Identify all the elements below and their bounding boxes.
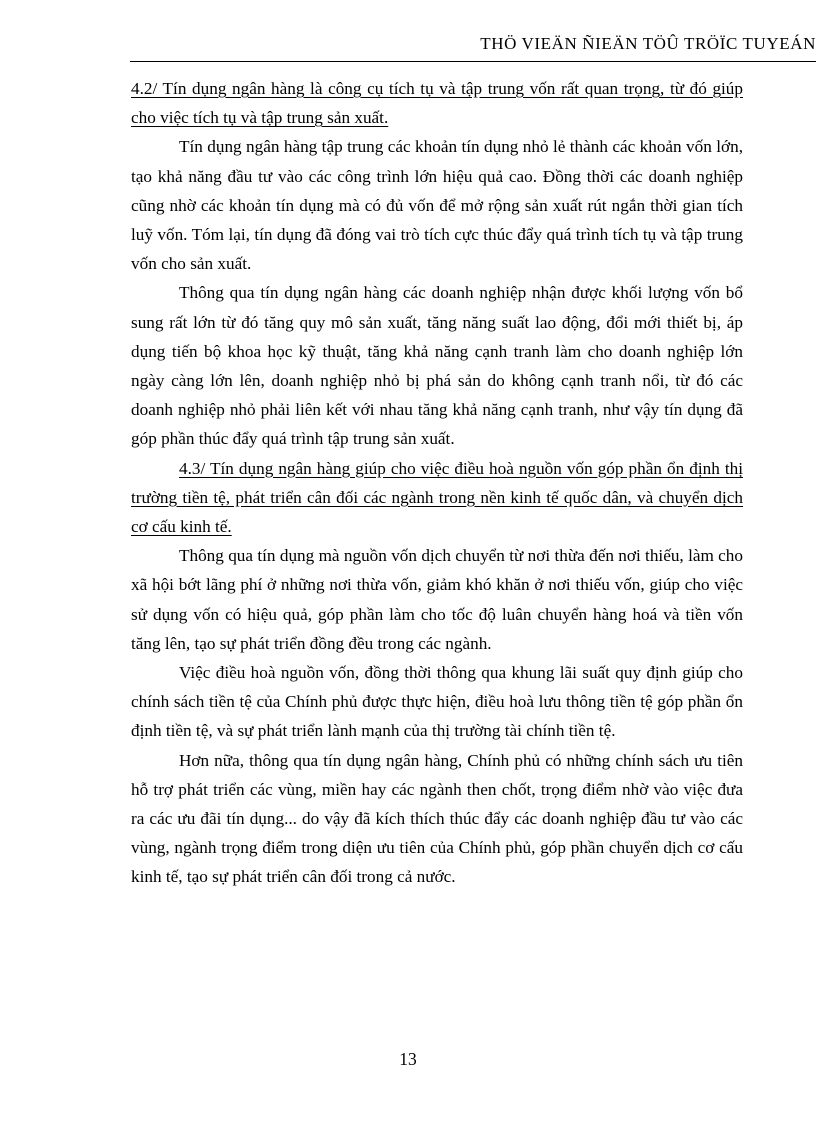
header-title: THÖ VIEÄN ÑIEÄN TÖÛ TRÖÏC TUYEÁN bbox=[480, 34, 816, 53]
document-body bbox=[131, 74, 743, 892]
section-heading-4-3: 4.3/ Tín dụng ngân hàng giúp cho việc điều hoà nguồn vốn góp phần ổn định thị trường tiền tệ, phát triển cân đối các ngành trong nền kinh tế quốc dân, và chuyển dịch cơ cấu kinh tế. bbox=[131, 458, 743, 537]
page-number: 13 bbox=[399, 1049, 417, 1069]
paragraph: Thông qua tín dụng mà nguồn vốn dịch chuyển từ nơi thừa đến nơi thiếu, làm cho xã hội bớt lãng phí ở những nơi thừa vốn, giảm khó khăn ở nơi thiếu vốn, giúp cho việc sử dụng vốn có hiệu quả, góp phần làm cho tốc độ luân chuyển hàng hoá và tiền vốn tăng lên, tạo sự phát triển đồng đều trong các ngành. bbox=[131, 546, 743, 653]
section-heading-4-2: 4.2/ Tín dụng ngân hàng là công cụ tích tụ và tập trung vốn rất quan trọng, từ đó giúp cho việc tích tụ và tập trung sản xuất. bbox=[131, 79, 743, 128]
paragraph: Hơn nữa, thông qua tín dụng ngân hàng, Chính phủ có những chính sách ưu tiên hỗ trợ phát triển các vùng, miền hay các ngành then chốt, trọng điểm nhờ vào việc đưa ra các ưu đãi tín dụng... do vậy đã kích thích thúc đẩy các doanh nghiệp đầu tư vào các vùng, ngành trọng điểm trong diện ưu tiên của Chính phủ, góp phần chuyển dịch cơ cấu kinh tế, tạo sự phát triển cân đối trong cả nước. bbox=[131, 750, 743, 887]
paragraph: Thông qua tín dụng ngân hàng các doanh nghiệp nhận được khối lượng vốn bổ sung rất lớn từ đó tăng quy mô sản xuất, tăng năng suất lao động, đổi mới thiết bị, áp dụng tiến bộ khoa học kỹ thuật, tăng khả năng cạnh tranh làm cho doanh nghiệp lớn ngày càng lớn lên, doanh nghiệp nhỏ bị phá sản do không cạnh tranh nổi, từ đó các doanh nghiệp nhỏ phải liên kết với nhau tăng khả năng cạnh tranh, như vậy tín dụng đã góp phần thúc đẩy quá trình tập trung sản xuất. bbox=[131, 283, 743, 449]
paragraph: Tín dụng ngân hàng tập trung các khoản tín dụng nhỏ lẻ thành các khoản vốn lớn, tạo khả năng đầu tư vào các công trình lớn hiệu quả cao. Đồng thời các doanh nghiệp cũng nhờ các khoản tín dụng mà có đủ vốn để mở rộng sản xuất rút ngắn thời gian tích luỹ vốn. Tóm lại, tín dụng đã đóng vai trò tích cực thúc đẩy quá trình tích tụ và tập trung vốn cho sản xuất. bbox=[131, 137, 743, 274]
paragraph: Việc điều hoà nguồn vốn, đồng thời thông qua khung lãi suất quy định giúp cho chính sách tiền tệ của Chính phủ được thực hiện, điều hoà lưu thông tiền tệ góp phần ổn định tiền tệ, và sự phát triển lành mạnh của thị trường tài chính tiền tệ. bbox=[131, 663, 743, 741]
header-divider bbox=[130, 61, 816, 62]
